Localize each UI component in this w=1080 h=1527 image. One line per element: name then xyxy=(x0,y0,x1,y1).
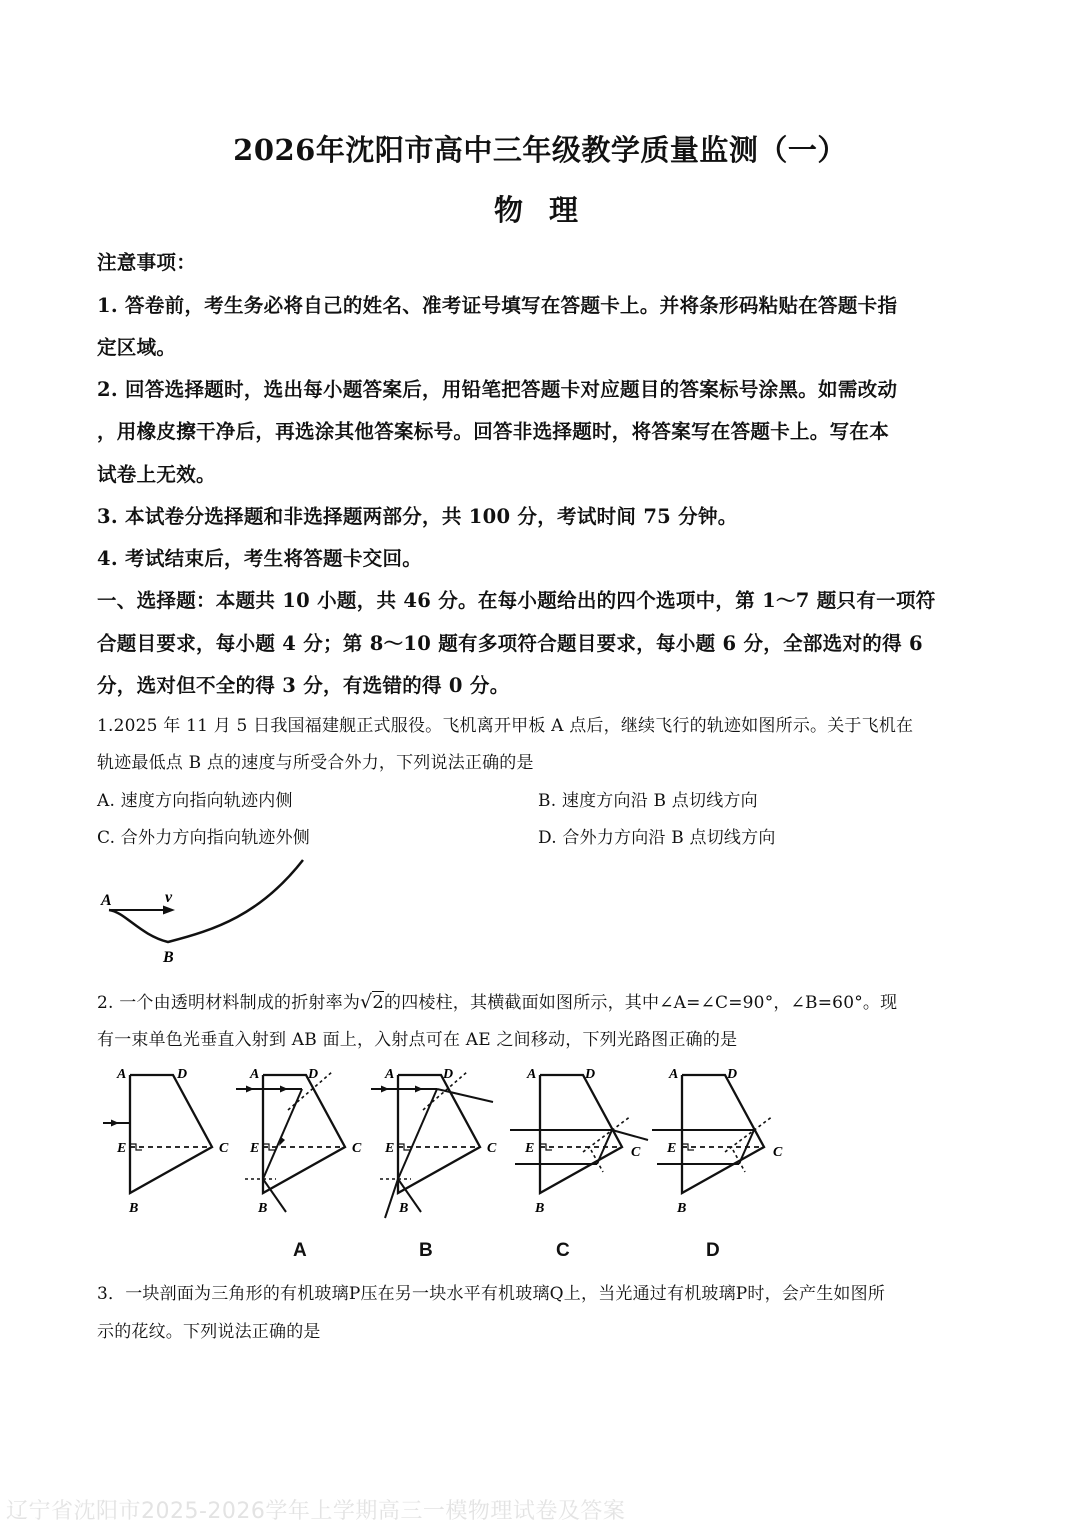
q2-figures xyxy=(95,1060,795,1260)
vertex-c-label: C xyxy=(773,1145,783,1160)
q1-option-a: A. 速度方向指向轨迹内侧 xyxy=(97,791,293,811)
vertex-e-label: E xyxy=(117,1141,127,1156)
question-1-text: 轨迹最低点 B 点的速度与所受合外力，下列说法正确的是 xyxy=(97,753,534,773)
vertex-e-label: E xyxy=(525,1141,535,1156)
velocity-label: v xyxy=(165,889,173,906)
question-2-text xyxy=(97,988,897,1013)
vertex-d-label: D xyxy=(443,1067,454,1082)
section-instructions: 一、选择题：本题共 10 小题，共 46 分。在每小题给出的四个选项中，第 1～7 题只有一项符 xyxy=(97,589,936,612)
notice-line: ，用橡皮擦干净后，再选涂其他答案标号。回答非选择题时，将答案写在答题卡上。写在本 xyxy=(97,420,890,443)
prism-figure-option-b xyxy=(371,1067,497,1218)
vertex-e-label: E xyxy=(250,1141,260,1156)
notice-line: 2. 回答选择题时，选出每小题答案后，用铅笔把答题卡对应题目的答案标号涂黑。如需改动 xyxy=(97,378,898,401)
vertex-a-label: A xyxy=(117,1067,127,1082)
vertex-d-label: D xyxy=(727,1067,738,1082)
q1-option-b: B. 速度方向沿 B 点切线方向 xyxy=(538,791,758,811)
vertex-a-label: A xyxy=(385,1067,395,1082)
trajectory-curve xyxy=(109,860,303,942)
notice-line: 4. 考试结束后，考生将答题卡交回。 xyxy=(97,547,423,570)
point-a-label: A xyxy=(101,892,112,909)
notice-line: 1. 答卷前，考生务必将自己的姓名、准考证号填写在答题卡上。并将条形码粘贴在答题卡指 xyxy=(97,294,898,317)
sqrt-value: 2 xyxy=(372,992,384,1013)
q1-option-d: D. 合外力方向沿 B 点切线方向 xyxy=(538,828,776,848)
sqrt-icon: √ xyxy=(360,991,373,1013)
notice-line: 定区域。 xyxy=(97,336,177,359)
point-b-label: B xyxy=(163,949,174,966)
question-3-text: 示的花纹。下列说法正确的是 xyxy=(97,1322,321,1342)
notice-line: 试卷上无效。 xyxy=(97,463,216,486)
prism-figure-option-c xyxy=(510,1067,648,1216)
vertex-d-label: D xyxy=(308,1067,319,1082)
vertex-c-label: C xyxy=(631,1145,641,1160)
vertex-b-label: B xyxy=(129,1201,139,1216)
notice-line: 3. 本试卷分选择题和非选择题两部分，共 100 分，考试时间 75 分钟。 xyxy=(97,505,738,528)
prism-figure-original xyxy=(103,1067,229,1216)
prism-figure-option-a xyxy=(236,1067,362,1216)
exam-title: 2026年沈阳市高中三年级教学质量监测（一） xyxy=(233,133,847,167)
section-instructions: 合题目要求，每小题 4 分；第 8～10 题有多项符合题目要求，每小题 6 分，全部选对的得 6 xyxy=(97,632,923,655)
q1-trajectory-figure xyxy=(95,850,325,970)
notice-heading: 注意事项： xyxy=(97,251,197,274)
question-3-text: 3．一块剖面为三角形的有机玻璃P压在另一块水平有机玻璃Q上，当光通过有机玻璃P时，会产生如图所 xyxy=(97,1284,886,1304)
q2-figure-label-d: D xyxy=(706,1240,720,1261)
vertex-c-label: C xyxy=(219,1141,229,1156)
vertex-e-label: E xyxy=(667,1141,677,1156)
question-2-text: 有一束单色光垂直入射到 AB 面上，入射点可在 AE 之间移动，下列光路图正确的是 xyxy=(97,1030,738,1050)
q2-figure-label-a: A xyxy=(293,1240,307,1261)
vertex-d-label: D xyxy=(177,1067,188,1082)
arrowhead-icon xyxy=(163,906,175,915)
q2-figure-label-b: B xyxy=(419,1240,433,1261)
vertex-b-label: B xyxy=(535,1201,545,1216)
vertex-c-label: C xyxy=(352,1141,362,1156)
q1-option-c: C. 合外力方向指向轨迹外侧 xyxy=(97,828,311,848)
subject-title: 物 理 xyxy=(493,193,587,227)
vertex-b-label: B xyxy=(399,1201,409,1216)
vertex-a-label: A xyxy=(527,1067,537,1082)
q2-text-before: 2. 一个由透明材料制成的折射率为 xyxy=(97,993,361,1013)
vertex-c-label: C xyxy=(487,1141,497,1156)
vertex-a-label: A xyxy=(669,1067,679,1082)
section-instructions: 分，选对但不全的得 3 分，有选错的得 0 分。 xyxy=(97,674,510,697)
vertex-a-label: A xyxy=(250,1067,260,1082)
vertex-d-label: D xyxy=(585,1067,596,1082)
q2-text-after: 的四棱柱，其横截面如图所示，其中∠A=∠C=90°，∠B=60°。现 xyxy=(384,993,898,1013)
q2-figure-label-c: C xyxy=(556,1240,570,1261)
vertex-e-label: E xyxy=(385,1141,395,1156)
vertex-b-label: B xyxy=(258,1201,268,1216)
watermark: 辽宁省沈阳市2025-2026学年上学期高三一模物理试卷及答案 xyxy=(6,1499,626,1524)
prism-figure-option-d xyxy=(652,1067,783,1216)
vertex-b-label: B xyxy=(677,1201,687,1216)
question-1-text: 1.2025 年 11 月 5 日我国福建舰正式服役。飞机离开甲板 A 点后，继续飞行的轨迹如图所示。关于飞机在 xyxy=(97,716,914,736)
